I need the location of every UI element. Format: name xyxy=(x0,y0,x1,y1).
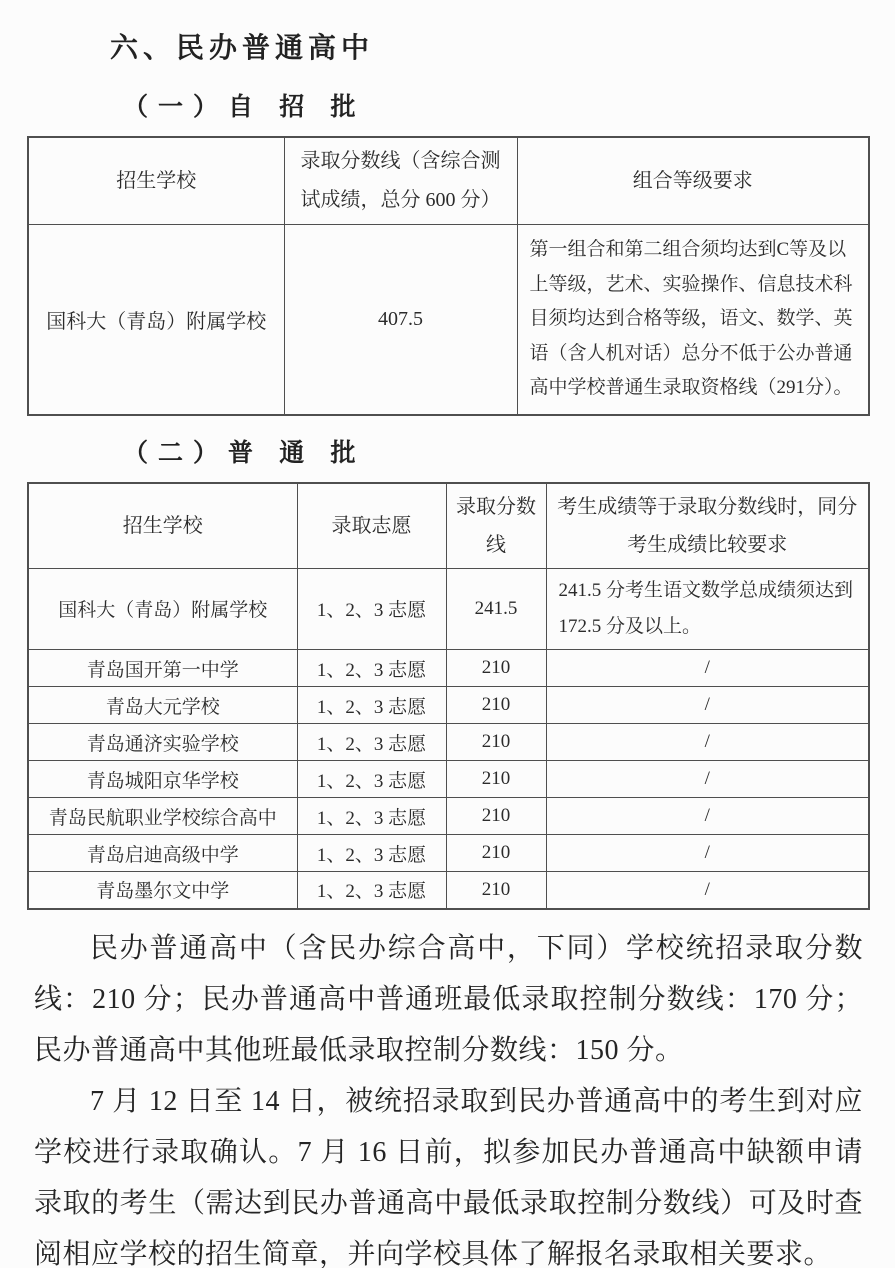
cell-school: 青岛大元学校 xyxy=(28,687,297,724)
cell-tiebreak: / xyxy=(546,798,869,835)
cell-tiebreak: / xyxy=(546,724,869,761)
cell-school: 青岛通济实验学校 xyxy=(28,724,297,761)
table-header-row xyxy=(28,137,869,225)
paragraph-score-lines: 民办普通高中（含民办综合高中，下同）学校统招录取分数线：210 分；民办普通高中普通班最低录取控制分数线：170 分；民办普通高中其他班最低录取控制分数线：150 分。 xyxy=(34,932,863,1066)
regular-batch-table xyxy=(27,482,870,910)
table-header-row xyxy=(28,483,869,569)
cell-preference: 1、2、3 志愿 xyxy=(297,687,446,724)
cell-school: 青岛国开第一中学 xyxy=(28,650,297,687)
table-row xyxy=(28,798,869,835)
table-row xyxy=(28,650,869,687)
cell-preference: 1、2、3 志愿 xyxy=(297,835,446,872)
cell-tiebreak: / xyxy=(546,687,869,724)
cell-score: 210 xyxy=(446,650,546,687)
header-preference: 录取志愿 xyxy=(297,483,446,569)
cell-score: 210 xyxy=(446,761,546,798)
header-tiebreak: 考生成绩等于录取分数线时，同分考生成绩比较要求 xyxy=(546,483,869,569)
cell-school: 国科大（青岛）附属学校 xyxy=(28,568,297,649)
cell-school: 青岛启迪高级中学 xyxy=(28,835,297,872)
cell-preference: 1、2、3 志愿 xyxy=(297,761,446,798)
cell-tiebreak: / xyxy=(546,835,869,872)
cell-preference: 1、2、3 志愿 xyxy=(297,798,446,835)
section2-heading: （二）普 通 批 xyxy=(123,439,366,467)
cell-tiebreak: / xyxy=(546,761,869,798)
cell-preference: 1、2、3 志愿 xyxy=(297,568,446,649)
cell-school: 青岛墨尔文中学 xyxy=(28,872,297,909)
cell-school: 青岛民航职业学校综合高中 xyxy=(28,798,297,835)
header-grade-requirement: 组合等级要求 xyxy=(517,137,869,225)
section1-heading: （一）自 招 批 xyxy=(123,94,366,121)
cell-preference: 1、2、3 志愿 xyxy=(297,872,446,909)
table-row xyxy=(28,724,869,761)
cell-tiebreak: 241.5 分考生语文数学总成绩须达到172.5 分及以上。 xyxy=(546,568,869,649)
table-row xyxy=(28,225,869,415)
cell-grade-requirement: 第一组合和第二组合须均达到C等及以上等级，艺术、实验操作、信息技术科目须均达到合格等级，语文、数学、英语（含人机对话）总分不低于公办普通高中学校普通生录取资格线（291分）。 xyxy=(517,225,869,415)
cell-score: 210 xyxy=(446,872,546,909)
cell-score: 210 xyxy=(446,724,546,761)
cell-score: 210 xyxy=(446,835,546,872)
cell-school: 青岛城阳京华学校 xyxy=(28,761,297,798)
cell-tiebreak: / xyxy=(546,650,869,687)
header-school: 招生学校 xyxy=(28,137,284,225)
cell-score: 210 xyxy=(446,687,546,724)
cell-preference: 1、2、3 志愿 xyxy=(297,724,446,761)
table-row xyxy=(28,761,869,798)
table-row xyxy=(28,568,869,649)
page-title: 六、民办普通高中 xyxy=(110,32,375,63)
body-text xyxy=(27,923,868,1268)
table-row xyxy=(28,835,869,872)
paragraph-confirmation-notice: 7 月 12 日至 14 日，被统招录取到民办普通高中的考生到对应学校进行录取确认。7 月 16 日前，拟参加民办普通高中缺额申请录取的考生（需达到民办普通高中最低录取控制分数线）可及时查阅相应学校的招生简章，并向学校具体了解报名录取相关要求。 xyxy=(34,1085,863,1268)
cell-score: 210 xyxy=(446,798,546,835)
cell-score: 241.5 xyxy=(446,568,546,649)
table-row xyxy=(28,872,869,909)
self-enrollment-table xyxy=(27,136,870,416)
header-school: 招生学校 xyxy=(28,483,297,569)
table-row xyxy=(28,687,869,724)
cell-school: 国科大（青岛）附属学校 xyxy=(28,225,284,415)
header-score-line: 录取分数线 xyxy=(446,483,546,569)
header-score-line: 录取分数线（含综合测试成绩，总分 600 分） xyxy=(284,137,517,225)
cell-preference: 1、2、3 志愿 xyxy=(297,650,446,687)
cell-tiebreak: / xyxy=(546,872,869,909)
cell-score: 407.5 xyxy=(284,225,517,415)
